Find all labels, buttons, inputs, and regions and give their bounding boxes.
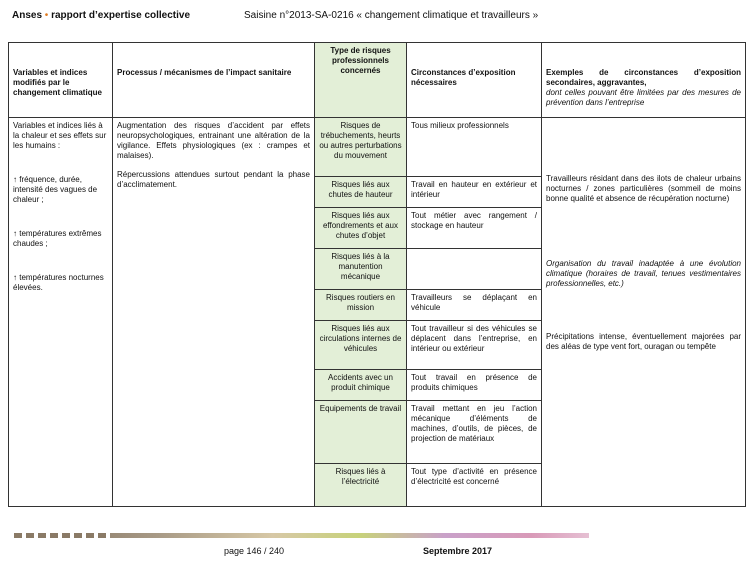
processus-text: Répercussions attendues surtout pendant la phase d’acclimatement.: [117, 170, 310, 189]
blank-header-cell: [407, 43, 542, 66]
risque-cell: Equipements de travail: [315, 401, 407, 464]
bullet-icon: •: [44, 10, 49, 21]
publication-date: Septembre 2017: [423, 546, 493, 556]
variable-item: ↑ températures extrêmes chaudes ;: [13, 229, 102, 248]
risque-cell: Risques routiers en mission: [315, 290, 407, 321]
exemples-title: Exemples de circonstances d’exposition secondaires, aggravantes,: [546, 68, 741, 87]
exemple-item: Travailleurs résidant dans des ilots de chaleur urbains nocturnes / zones particulières (sommeil de moins bonne qualité et absence de récupération nocturne): [546, 174, 741, 203]
circonstance-cell: Travail mettant en jeu l’action mécanique d’éléments de machines, d’outils, de pièces, de projection de matériaux: [407, 401, 542, 464]
blank-header-cell: [542, 43, 746, 66]
circonstance-cell: Tout travailleur si des véhicules se déplacent dans l’entreprise, en intérieur ou extérieur: [407, 321, 542, 370]
expertise-table: [8, 42, 746, 507]
exemple-item: Précipitations intense, éventuellement majorées par des aléas de type vent fort, ouragan ou tempête: [546, 332, 741, 351]
risque-cell: Risques de trébuchements, heurts ou autres perturbations du mouvement: [315, 118, 407, 177]
brand-name: Anses: [12, 10, 43, 21]
variable-item: ↑ températures nocturnes élevées.: [13, 273, 104, 292]
risque-cell: Risques liés aux circulations internes de véhicules: [315, 321, 407, 370]
variables-intro: Variables et indices liés à la chaleur et ses effets sur les humains :: [13, 121, 107, 150]
circonstance-cell: Tout travail en présence de produits chimiques: [407, 370, 542, 401]
header-risques: Type de risques professionnels concernés: [315, 43, 407, 118]
header-top-row: [9, 43, 746, 66]
circonstance-cell: Travail en hauteur en extérieur et intérieur: [407, 177, 542, 208]
report-type: rapport d’expertise collective: [51, 10, 191, 21]
risque-cell: Risques liés à l’électricité: [315, 464, 407, 507]
blank-header-cell: [113, 43, 315, 66]
footer-dashes: [14, 533, 110, 538]
circonstance-cell: Travailleurs se déplaçant en véhicule: [407, 290, 542, 321]
risque-cell: Accidents avec un produit chimique: [315, 370, 407, 401]
variables-cell: [9, 118, 113, 507]
risque-cell: Risques liés aux chutes de hauteur: [315, 177, 407, 208]
header-processus: Processus / mécanismes de l’impact sanitaire: [113, 65, 315, 118]
circonstance-cell: Tout métier avec rangement / stockage en hauteur: [407, 208, 542, 249]
risque-cell: Risques liés à la manutention mécanique: [315, 249, 407, 290]
circonstance-cell: Tout type d’activité en présence d’électricité est concerné: [407, 464, 542, 507]
processus-text: Augmentation des risques d’accident par effets neuropsychologiques, entrainant une altération de la vigilance. Effets physiologiques (ex : crampes et malaises).: [117, 121, 310, 160]
exemple-item: Organisation du travail inadaptée à une évolution climatique (horaires de travail, tenues vestimentaires professionnelles, etc.): [546, 259, 741, 288]
saisine-reference: Saisine n°2013-SA-0216 « changement climatique et travailleurs »: [244, 10, 539, 21]
circonstance-cell: [407, 249, 542, 290]
variable-item: ↑ fréquence, durée, intensité des vagues de chaleur ;: [13, 175, 98, 204]
header-variables: Variables et indices modifiés par le changement climatique: [9, 65, 113, 118]
exemples-note: dont celles pouvant être limitées par des mesures de prévention dans l’entreprise: [546, 88, 741, 107]
header-circonstances: Circonstances d’exposition nécessaires: [407, 65, 542, 118]
blank-header-cell: [9, 43, 113, 66]
circonstance-cell: Tous milieux professionnels: [407, 118, 542, 177]
table-row: [9, 118, 746, 177]
header-exemples: [542, 65, 746, 118]
risque-cell: Risques liés aux effondrements et aux chutes d’objet: [315, 208, 407, 249]
processus-cell: [113, 118, 315, 507]
page-number: page 146 / 240: [224, 546, 285, 556]
exemples-cell: [542, 118, 746, 507]
report-header: [12, 10, 190, 21]
